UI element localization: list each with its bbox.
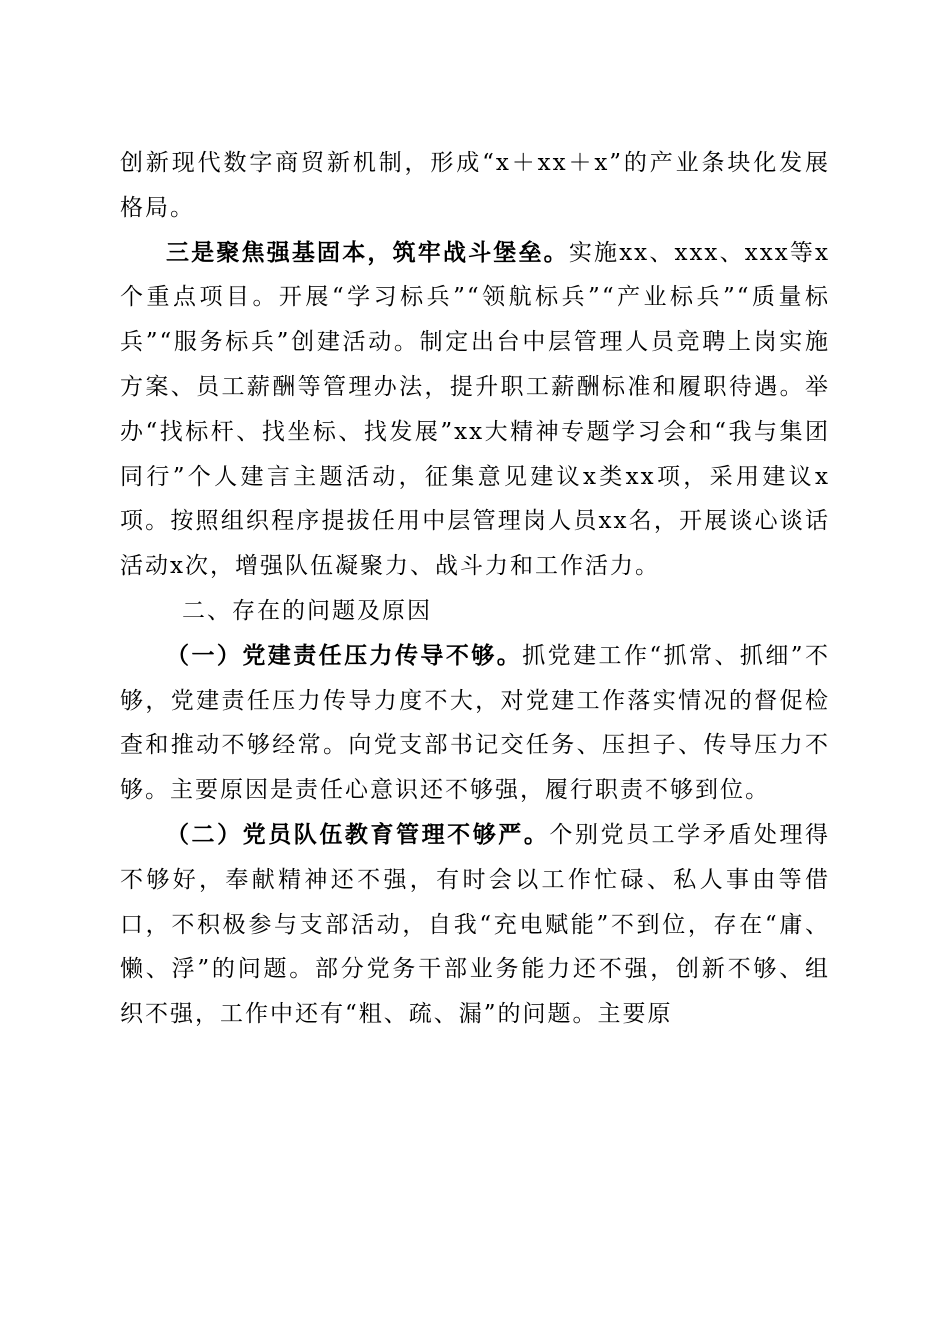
paragraph-strengthen-foundation [120, 231, 830, 589]
issue-2-body: 个别党员工学矛盾处理得不够好，奉献精神还不强，有时会以工作忙碌、私人事由等借口，不积极参与支部活动，自我“充电赋能”不到位，存在“庸、懒、浮”的问题。部分党务干部业务能力还不强，创新不够、组织不强，工作中还有“粗、疏、漏”的问题。主要原 [120, 821, 831, 1028]
document-body [120, 141, 830, 1037]
paragraph-issue-2 [120, 813, 830, 1037]
paragraph-lead: 三是聚焦强基固本，筑牢战斗堡垒。 [166, 239, 569, 266]
issue-1-body: 抓党建工作“抓常、抓细”不够，党建责任压力传导力度不大，对党建工作落实情况的督促检查和推动不够经常。向党支部书记交任务、压担子、传导压力不够。主要原因是责任心意识还不够强，履行职责不够到位。 [120, 642, 830, 804]
paragraph-continuation: 创新现代数字商贸新机制，形成“x＋xx＋x”的产业条块化发展格局。 [120, 150, 830, 221]
section-heading-problems: 二、存在的问题及原因 [182, 597, 432, 624]
issue-1-lead: （一）党建责任压力传导不够。 [166, 642, 523, 669]
paragraph-body: 实施xx、xxx、xxx等x个重点项目。开展“学习标兵”“领航标兵”“产业标兵”“质量标兵”“服务标兵”创建活动。制定出台中层管理人员竞聘上岗实施方案、员工薪酬等管理办法，提升职工薪酬标准和履职待遇。举办“找标杆、找坐标、找发展”xx大精神专题学习会和“我与集团同行”个人建言主题活动，征集意见建议x类xx项，采用建议x项。按照组织程序提拔任用中层管理岗人员xx名，开展谈心谈话活动x次，增强队伍凝聚力、战斗力和工作活力。 [120, 239, 831, 580]
issue-2-lead: （二）党员队伍教育管理不够严。 [166, 821, 550, 848]
paragraph-issue-1 [120, 634, 830, 813]
